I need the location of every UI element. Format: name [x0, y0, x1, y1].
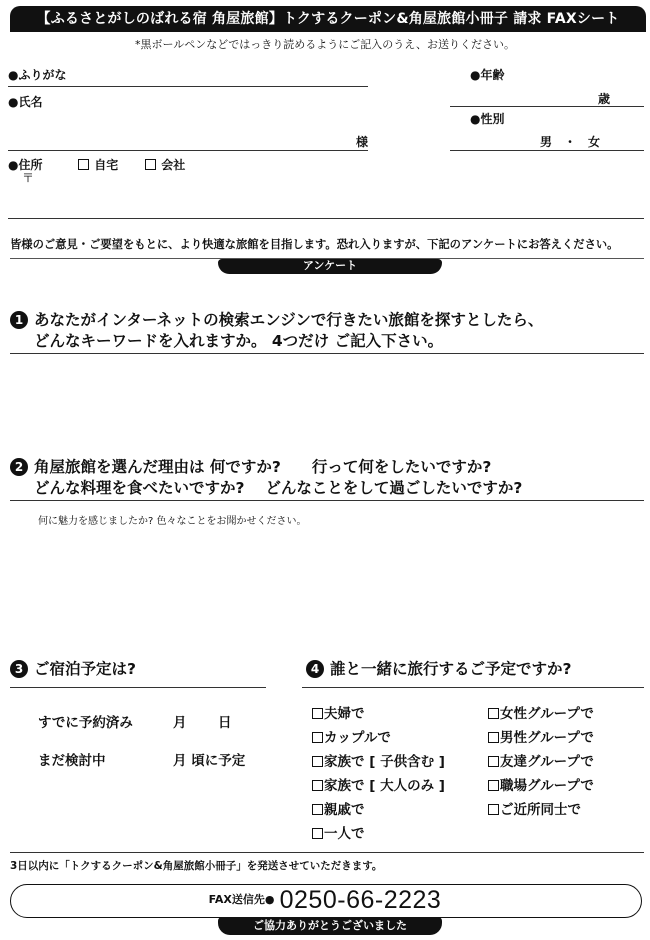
home-checkbox[interactable]: [78, 159, 89, 170]
q4-title: 誰と一緒に旅行するご予定ですか?: [330, 660, 572, 678]
fax-label: FAX送信先●: [208, 893, 275, 906]
q4-number: 4: [306, 660, 324, 678]
footer-divider: [10, 852, 644, 853]
thanks-banner: ご協力ありがとうございました: [218, 917, 442, 935]
q4-option-men-group[interactable]: 男性グループで: [488, 726, 594, 750]
q1-divider: [10, 353, 644, 354]
gender-label: ●性別: [470, 112, 505, 126]
age-unit: 歳: [598, 92, 611, 106]
name-suffix: 様: [356, 135, 369, 149]
postal-mark: 〒: [22, 171, 35, 185]
q4-option-work-group[interactable]: 職場グループで: [488, 774, 594, 798]
fax-number: 0250-66-2223: [279, 886, 442, 914]
address-home-option[interactable]: [78, 156, 118, 173]
checkbox-icon[interactable]: [312, 708, 323, 719]
checkbox-icon[interactable]: [488, 804, 499, 815]
name-field[interactable]: [8, 150, 368, 151]
age-field[interactable]: [450, 106, 644, 107]
q3-heading: [10, 659, 136, 680]
q3-undecided-value[interactable]: 月 頃に予定: [173, 753, 246, 769]
q3-number: 3: [10, 660, 28, 678]
checkbox-icon[interactable]: [312, 780, 323, 791]
checkbox-icon[interactable]: [312, 804, 323, 815]
q2-heading: [10, 457, 522, 499]
checkbox-icon[interactable]: [312, 756, 323, 767]
q2-divider: [10, 500, 644, 501]
fax-line: [0, 886, 650, 915]
q4-option-family-adults[interactable]: 家族で [ 大人のみ ]: [312, 774, 445, 798]
checkbox-icon[interactable]: [312, 732, 323, 743]
checkbox-icon[interactable]: [488, 780, 499, 791]
q3-title: ご宿泊予定は?: [34, 660, 136, 678]
q3-undecided-label: まだ検討中: [38, 753, 106, 769]
q3-reserved-month[interactable]: 月: [173, 715, 187, 731]
home-label: 自宅: [94, 158, 119, 172]
q1-line1: あなたがインターネットの検索エンジンで行きたい旅館を探すとしたら、: [34, 311, 544, 329]
q3-divider: [10, 687, 266, 688]
q4-option-family-kids[interactable]: 家族で [ 子供含む ]: [312, 750, 445, 774]
q4-option-alone[interactable]: 一人で: [312, 822, 445, 846]
q4-options-left: [312, 702, 445, 846]
address-field[interactable]: [8, 218, 644, 219]
checkbox-icon[interactable]: [488, 708, 499, 719]
q2-subtext: 何に魅力を感じましたか? 色々なことをお聞かせください。: [38, 516, 307, 527]
q4-option-couple[interactable]: 夫婦で: [312, 702, 445, 726]
survey-label: アンケート: [218, 259, 442, 274]
q4-option-women-group[interactable]: 女性グループで: [488, 702, 594, 726]
address-company-option[interactable]: [145, 156, 185, 173]
checkbox-icon[interactable]: [488, 756, 499, 767]
furigana-field[interactable]: [8, 86, 368, 87]
q3-reserved-day[interactable]: 日: [218, 715, 232, 731]
q1-answer-area[interactable]: [10, 356, 644, 446]
age-label: ●年齢: [470, 68, 505, 82]
gender-underline: [450, 150, 644, 151]
q4-divider: [302, 687, 644, 688]
q1-heading: [10, 310, 543, 352]
q1-line2: どんなキーワードを入れますか。 4つだけ ご記入下さい。: [34, 332, 444, 350]
q2-number: 2: [10, 458, 28, 476]
q4-option-relatives[interactable]: 親戚で: [312, 798, 445, 822]
intro-text: 皆様のご意見・ご要望をもとに、より快適な旅館を目指します。恐れ入りますが、下記のアンケートにお答えください。: [10, 238, 619, 251]
q1-number: 1: [10, 311, 28, 329]
q4-option-neighbors[interactable]: ご近所同士で: [488, 798, 594, 822]
furigana-label: ●ふりがな: [8, 68, 67, 82]
address-label: ●住所: [8, 158, 43, 172]
q2-answer-area[interactable]: [10, 528, 644, 648]
q3-reserved-label: すでに予約済み: [38, 715, 133, 731]
checkbox-icon[interactable]: [312, 828, 323, 839]
q2-line1: 角屋旅館を選んだ理由は 何ですか? 行って何をしたいですか?: [34, 458, 492, 476]
sheet-title: 【ふるさとがしのばれる宿 角屋旅館】トクするクーポン&角屋旅館小冊子 請求 FAXシート: [10, 6, 646, 32]
company-label: 会社: [161, 158, 186, 172]
q4-heading: [306, 659, 572, 680]
q4-option-lovers[interactable]: カップルで: [312, 726, 445, 750]
name-label: ●氏名: [8, 95, 43, 109]
q4-option-friends-group[interactable]: 友達グループで: [488, 750, 594, 774]
q4-options-right: [488, 702, 594, 822]
gender-options[interactable]: 男 ・ 女: [540, 135, 601, 149]
q2-line2: どんな料理を食べたいですか? どんなことをして過ごしたいですか?: [34, 479, 523, 497]
company-checkbox[interactable]: [145, 159, 156, 170]
shipping-notice: 3日以内に「トクするクーポン&角屋旅館小冊子」を発送させていただきます。: [10, 860, 383, 872]
checkbox-icon[interactable]: [488, 732, 499, 743]
instruction-note: *黒ボールペンなどではっきり読めるようにご記入のうえ、お送りください。: [135, 38, 515, 51]
